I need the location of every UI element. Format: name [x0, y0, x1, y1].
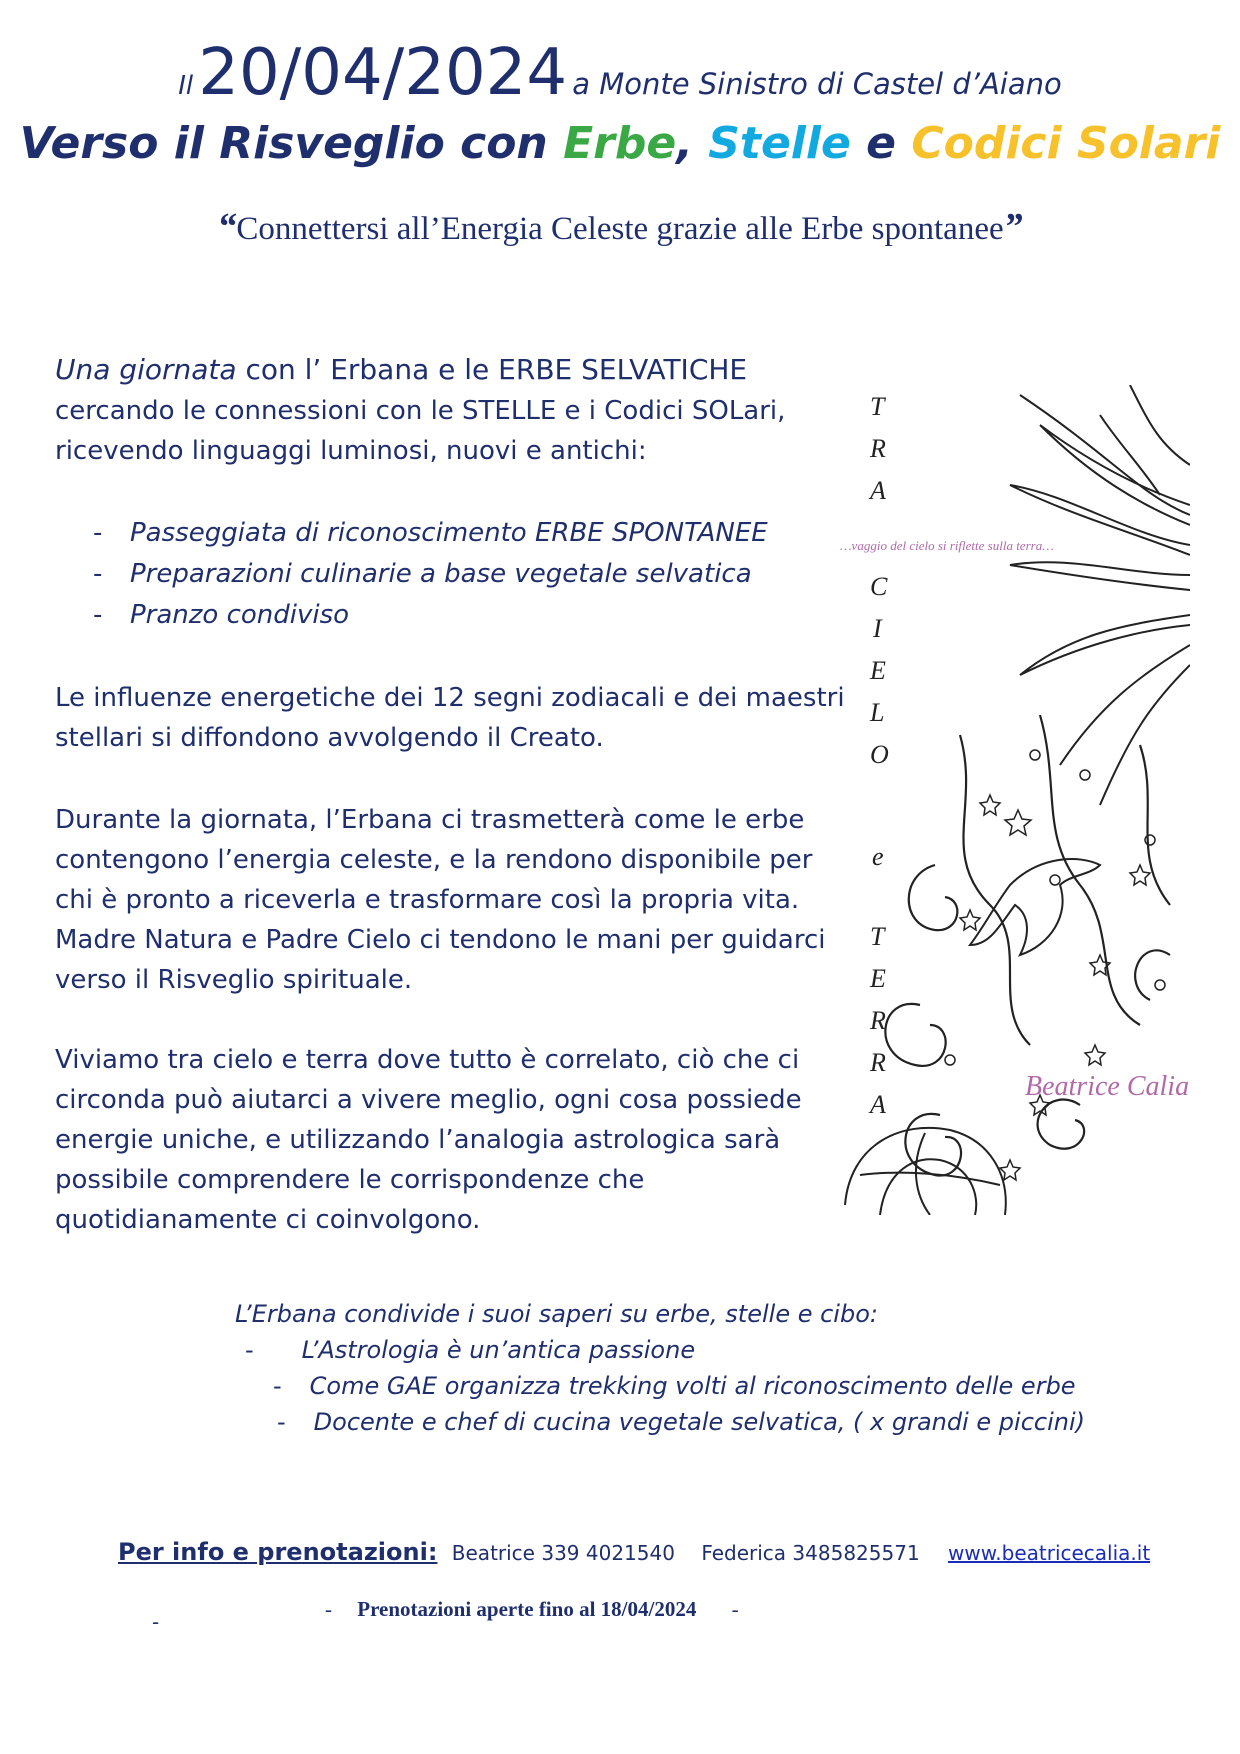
erbana-item: Docente e chef di cucina vegetale selvatica, ( x grandi e piccini): [313, 1408, 1086, 1436]
bullet: -: [277, 1408, 286, 1436]
bullet: -: [93, 600, 103, 630]
title-codici: Codici Solari: [911, 118, 1221, 169]
title-stelle: Stelle: [708, 118, 851, 169]
title-erbe: Erbe: [563, 118, 677, 169]
bullet: -: [325, 1597, 332, 1621]
erbana-item: L’Astrologia è un’antica passione: [301, 1336, 696, 1364]
dolphin-drawing: [970, 859, 1100, 955]
vertical-letter: E: [870, 964, 886, 993]
swirls: [885, 715, 1170, 1176]
booking-text: Prenotazioni aperte fino al 18/04/2024: [357, 1597, 697, 1621]
sun-rays: [1010, 385, 1190, 805]
title-part: Verso il Risveglio con: [19, 118, 548, 169]
page-title: [0, 118, 1240, 169]
vertical-letter: A: [870, 1090, 886, 1119]
intro-lead-rest: con l’ Erbana e le ERBE SELVATICHE: [236, 353, 748, 386]
list-item: [245, 1336, 695, 1364]
event-date: 20/04/2024: [198, 36, 568, 110]
date-prefix: Il: [178, 71, 194, 101]
vertical-letter: R: [870, 434, 886, 463]
vertical-letter: A: [870, 476, 886, 505]
bullet: -: [273, 1372, 282, 1400]
paragraph-influenze: Le influenze energetiche dei 12 segni zodiacali e dei maestri stellari si diffondono avvolgendo il Creato.: [55, 683, 845, 753]
close-quote: ”: [1003, 206, 1023, 248]
activity-text: Passeggiata di riconoscimento ERBE SPONTANEE: [130, 518, 768, 548]
intro-line-1: [55, 350, 855, 391]
vertical-letter: I: [873, 614, 882, 643]
vertical-letter: R: [870, 1048, 886, 1077]
activity-text: Preparazioni culinarie a base vegetale selvatica: [130, 559, 752, 589]
list-item: [273, 1372, 1076, 1400]
bullet: -: [245, 1336, 254, 1364]
booking-deadline: [325, 1597, 739, 1622]
bullet: -: [93, 559, 103, 589]
sun-sky-earth-illustration: [840, 385, 1190, 1215]
vertical-letter: T: [870, 922, 885, 951]
bullet: -: [731, 1597, 739, 1621]
vertical-letter: R: [870, 1006, 886, 1035]
vertical-letter: T: [870, 392, 885, 421]
bullet: -: [152, 1610, 160, 1634]
erbana-intro: L’Erbana condivide i suoi saperi su erbe, stelle e cibo:: [235, 1300, 878, 1328]
contact-beatrice: Beatrice 339 4021540: [451, 1541, 675, 1565]
intro-line-2: cercando le connessioni con le STELLE e i Codici SOLari,: [55, 396, 786, 426]
list-item: [55, 595, 855, 636]
subtitle-text: Connettersi all’Energia Celeste grazie alle Erbe spontanee: [236, 211, 1004, 247]
list-item: [277, 1408, 1085, 1436]
website-link[interactable]: www.beatricecalia.it: [948, 1541, 1151, 1565]
sky-banner-text: …vaggio del cielo si riflette sulla terra…: [840, 538, 1054, 553]
list-item: [55, 513, 855, 554]
intro-paragraph: [55, 350, 855, 471]
stars: [945, 750, 1165, 1180]
paragraph-viviamo: Viviamo tra cielo e terra dove tutto è correlato, ciò che ci circonda può aiutarci a vivere meglio, ogni cosa possiede energie uniche, e utilizzando l’analogia astrologica sarà possibile comprendere le corrispondenze che quotidianamente ci coinvolgono.: [55, 1045, 802, 1235]
list-item: [55, 554, 855, 595]
paragraph-durante: Durante la giornata, l’Erbana ci trasmetterà come le erbe contengono l’energia celeste, e la rendono disponibile per chi è pronto a riceverla e trasformare così la propria vita. Madre Natura e Padre Cielo ci tendono le mani per guidarci verso il Risveglio spirituale.: [55, 805, 826, 995]
vertical-letter: L: [870, 698, 885, 727]
contact-federica: Federica 3485825571: [701, 1541, 920, 1565]
info-label: Per info e prenotazioni:: [118, 1538, 438, 1566]
intro-lead: Una giornata: [55, 353, 237, 386]
vertical-letter: E: [870, 656, 886, 685]
activity-list: [55, 513, 855, 636]
event-date-line: [0, 36, 1240, 110]
vertical-letter: e: [872, 842, 884, 871]
event-location: a Monte Sinistro di Castel d’Aiano: [572, 67, 1062, 101]
vertical-letter: C: [870, 572, 888, 601]
subtitle: [0, 205, 1240, 249]
title-comma: ,: [676, 118, 693, 169]
bullet: -: [93, 518, 103, 548]
title-and: e: [866, 118, 896, 169]
intro-line-3: ricevendo linguaggi luminosi, nuovi e antichi:: [55, 436, 647, 466]
artist-signature: Beatrice Calia: [1025, 1071, 1190, 1102]
open-quote: “: [217, 206, 237, 248]
vertical-letter: O: [870, 740, 889, 769]
vertical-letters: [868, 392, 889, 1119]
activity-text: Pranzo condiviso: [130, 600, 350, 630]
contact-line: [118, 1538, 1150, 1566]
erbana-item: Come GAE organizza trekking volti al riconoscimento delle erbe: [309, 1372, 1076, 1400]
